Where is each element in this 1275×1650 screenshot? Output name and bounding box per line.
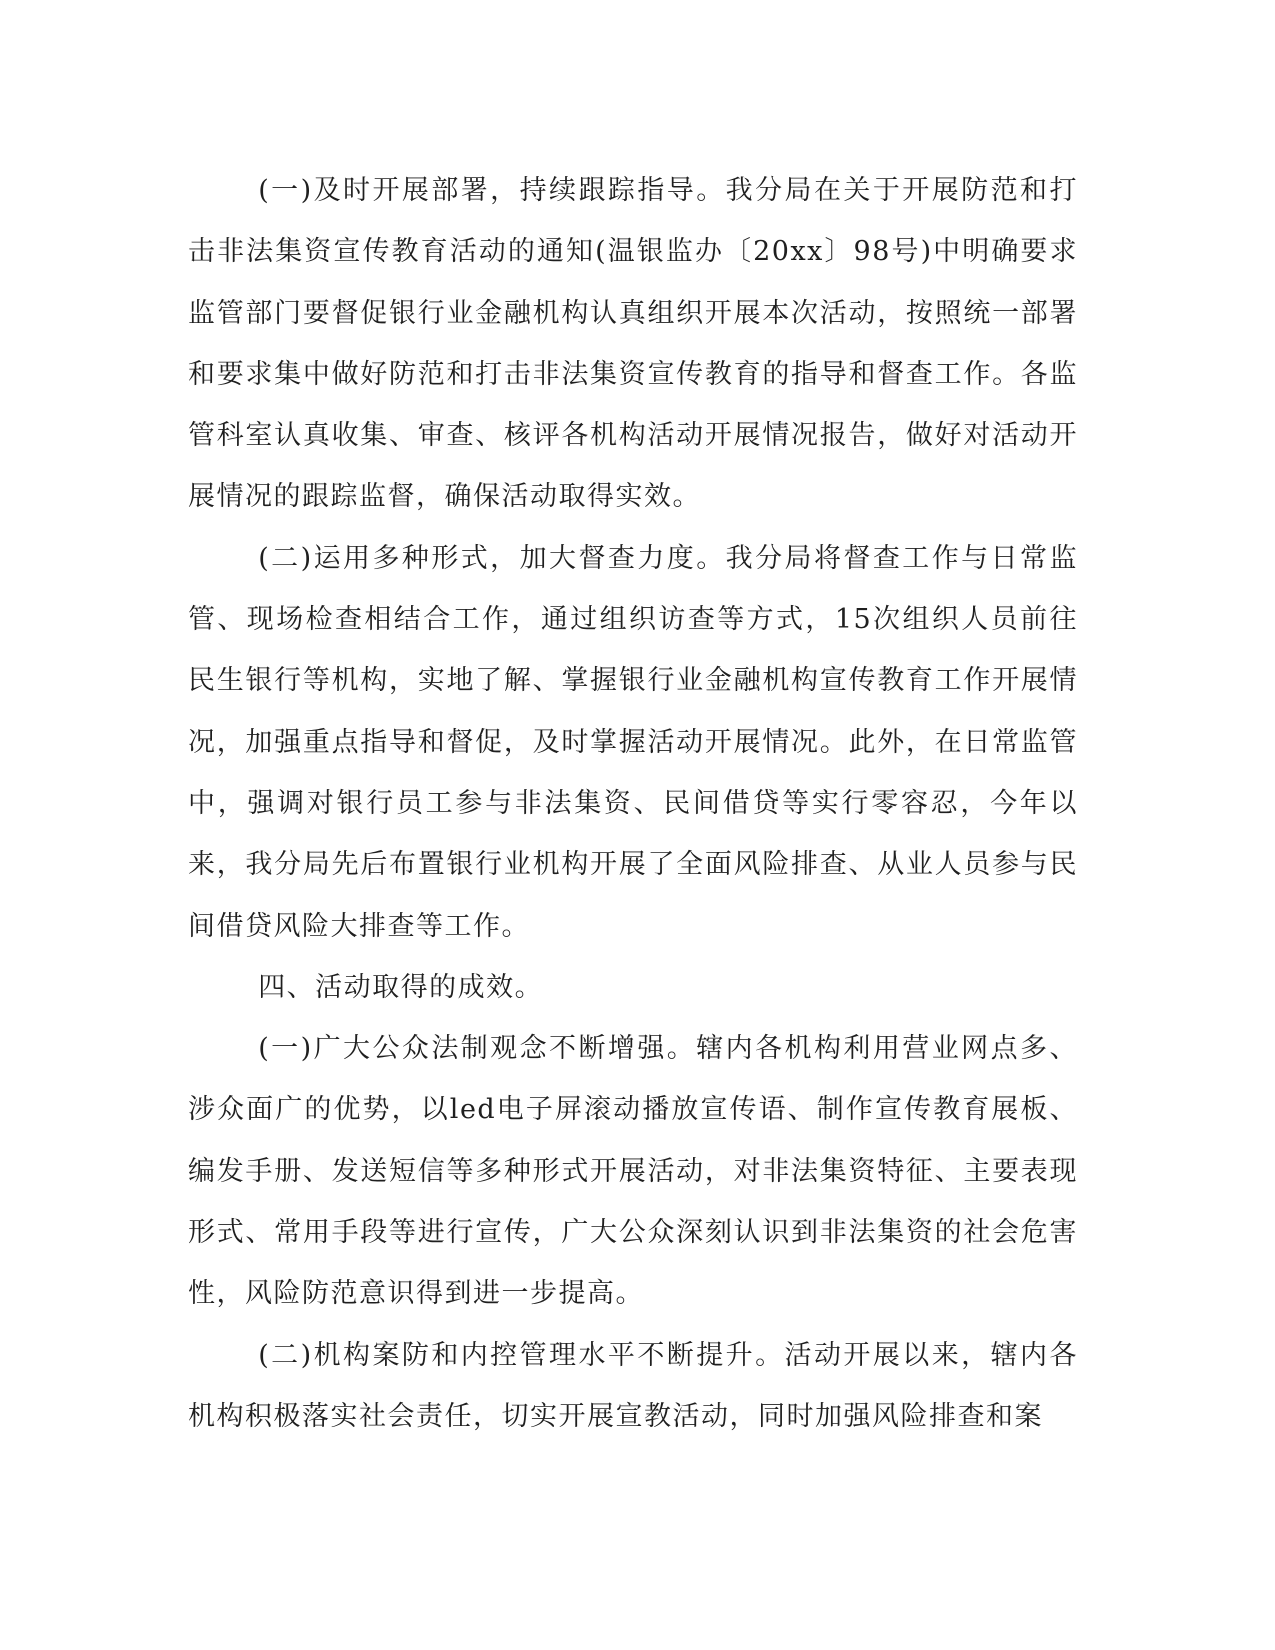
document-body xyxy=(188,160,1078,1447)
paragraph-supervision-forms: (二)运用多种形式，加大督查力度。我分局将督查工作与日常监管、现场检查相结合工作，通过组织访查等方式，15次组织人员前往民生银行等机构，实地了解、掌握银行业金融机构宣传教育工作开展情况，加强重点指导和督促，及时掌握活动开展情况。此外，在日常监管中，强调对银行员工参与非法集资、民间借贷等实行零容忍，今年以来，我分局先后布置银行业机构开展了全面风险排查、从业人员参与民间借贷风险大排查等工作。 xyxy=(188,542,1078,942)
paragraph-public-awareness: (一)广大公众法制观念不断增强。辖内各机构利用营业网点多、涉众面广的优势，以led电子屏滚动播放宣传语、制作宣传教育展板、编发手册、发送短信等多种形式开展活动，对非法集资特征、主要表现形式、常用手段等进行宣传，广大公众深刻认识到非法集资的社会危害性，风险防范意识得到进一步提高。 xyxy=(188,1033,1078,1310)
section-heading-results: 四、活动取得的成效。 xyxy=(258,971,544,1003)
paragraph-internal-control: (二)机构案防和内控管理水平不断提升。活动开展以来，辖内各机构积极落实社会责任，切实开展宣教活动，同时加强风险排查和案 xyxy=(188,1339,1078,1432)
paragraph-deployment-guidance: (一)及时开展部署，持续跟踪指导。我分局在关于开展防范和打击非法集资宣传教育活动的通知(温银监办〔20xx〕98号)中明确要求监管部门要督促银行业金融机构认真组织开展本次活动，按照统一部署和要求集中做好防范和打击非法集资宣传教育的指导和督查工作。各监管科室认真收集、审查、核评各机构活动开展情况报告，做好对活动开展情况的跟踪监督，确保活动取得实效。 xyxy=(188,175,1078,513)
